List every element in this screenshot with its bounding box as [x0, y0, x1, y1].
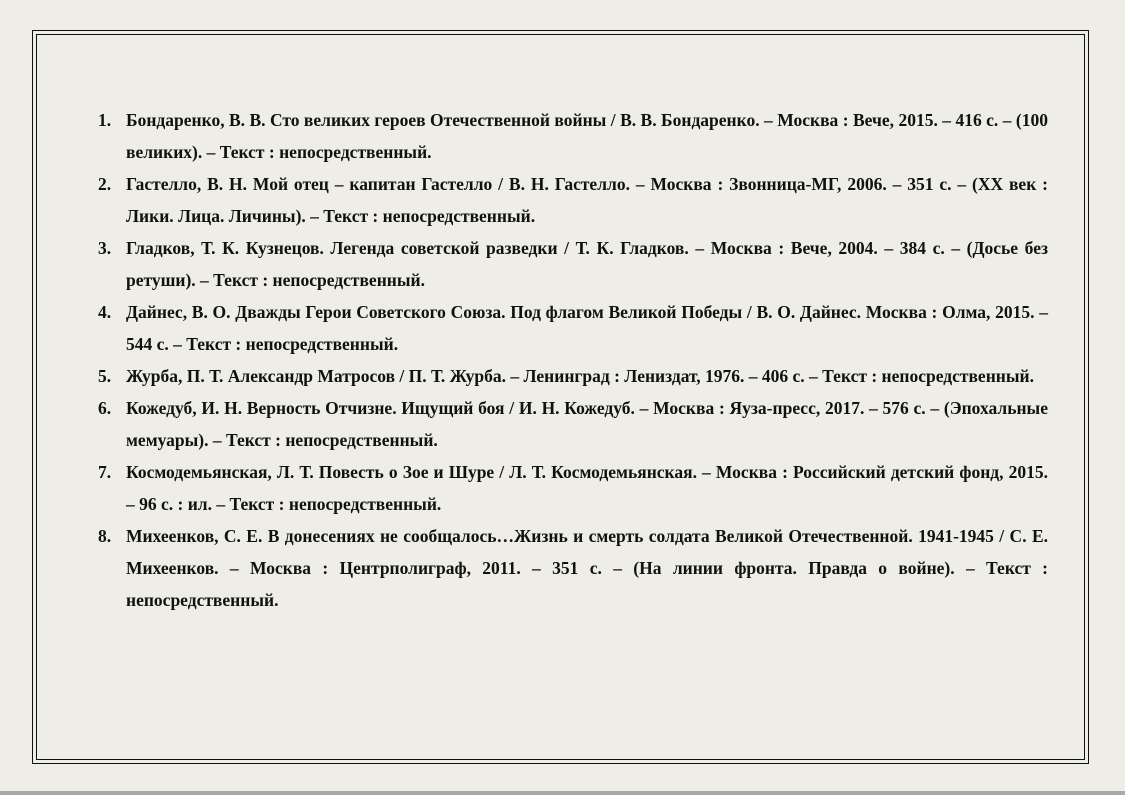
item-text: Журба, П. Т. Александр Матросов / П. Т. Журба. – Ленинград : Лениздат, 1976. – 406 с. – Текст : непосредственный. — [126, 366, 1034, 386]
bibliography-item — [92, 456, 1048, 520]
item-text: Михеенков, С. Е. В донесениях не сообщалось…Жизнь и смерть солдата Великой Отечественной. 1941-1945 / С. Е. Михеенков. – Москва : Центрполиграф, 2011. – 351 с. – (На линии фронта. Правда о войне). – Текст : непосредственный. — [126, 526, 1048, 610]
item-text: Космодемьянская, Л. Т. Повесть о Зое и Шуре / Л. Т. Космодемьянская. – Москва : Российский детский фонд, 2015. – 96 с. : ил. – Текст : непосредственный. — [126, 462, 1048, 514]
item-text: Кожедуб, И. Н. Верность Отчизне. Ищущий боя / И. Н. Кожедуб. – Москва : Яуза-пресс, 2017. – 576 с. – (Эпохальные мемуары). – Текст : непосредственный. — [126, 398, 1048, 450]
item-text: Дайнес, В. О. Дважды Герои Советского Союза. Под флагом Великой Победы / В. О. Дайнес. Москва : Олма, 2015. – 544 с. – Текст : непосредственный. — [126, 302, 1048, 354]
bibliography-item — [92, 104, 1048, 168]
bibliography-item — [92, 520, 1048, 616]
item-number: 7. — [98, 462, 112, 482]
item-number: 3. — [98, 238, 112, 258]
item-text: Гастелло, В. Н. Мой отец – капитан Гастелло / В. Н. Гастелло. – Москва : Звонница-МГ, 2006. – 351 с. – (XX век : Лики. Лица. Личины). – Текст : непосредственный. — [126, 174, 1048, 226]
bibliography-item — [92, 232, 1048, 296]
item-text: Бондаренко, В. В. Сто великих героев Отечественной войны / В. В. Бондаренко. – Москва : Вече, 2015. – 416 с. – (100 великих). – Текст : непосредственный. — [126, 110, 1048, 162]
bottom-edge — [0, 791, 1125, 795]
bibliography-item — [92, 392, 1048, 456]
item-number: 5. — [98, 366, 112, 386]
item-text: Гладков, Т. К. Кузнецов. Легенда советской разведки / Т. К. Гладков. – Москва : Вече, 2004. – 384 с. – (Досье без ретуши). – Текст : непосредственный. — [126, 238, 1048, 290]
item-number: 6. — [98, 398, 112, 418]
bibliography-list — [92, 104, 1048, 616]
bibliography-item — [92, 360, 1048, 392]
bibliography-item — [92, 168, 1048, 232]
item-number: 2. — [98, 174, 112, 194]
item-number: 4. — [98, 302, 112, 322]
item-number: 1. — [98, 110, 112, 130]
bibliography-item — [92, 296, 1048, 360]
item-number: 8. — [98, 526, 112, 546]
